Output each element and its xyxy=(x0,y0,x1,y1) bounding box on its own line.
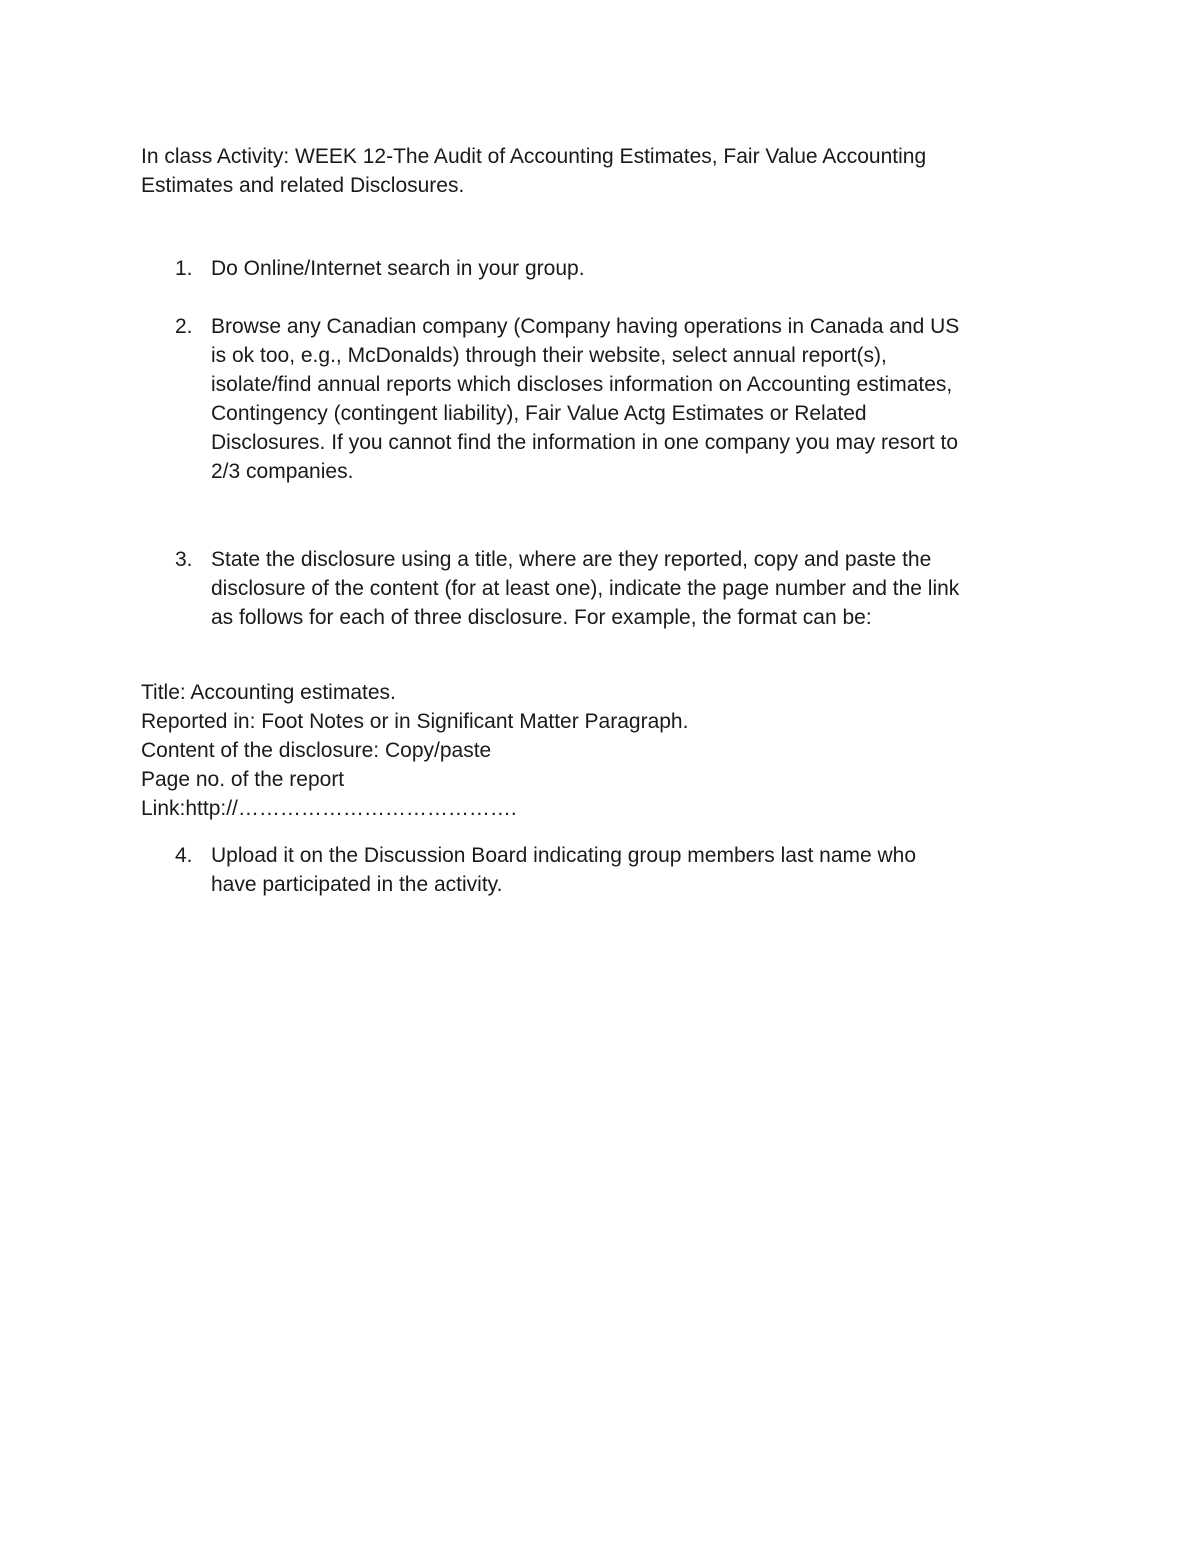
format-link-line: Link:http://…………………………………. xyxy=(141,797,517,820)
list-item-line: disclosure of the content (for at least one), indicate the page number and the link xyxy=(211,577,960,600)
list-item-text xyxy=(211,841,1075,899)
list-item-3 xyxy=(175,545,1075,632)
list-item-line: Contingency (contingent liability), Fair Value Actg Estimates or Related xyxy=(211,402,867,425)
list-item-number: 4. xyxy=(175,844,193,867)
list-item-2 xyxy=(175,312,1075,486)
list-item-line: 2/3 companies. xyxy=(211,460,354,483)
list-item-number: 1. xyxy=(175,257,193,280)
disclosure-format-example xyxy=(141,678,1041,823)
list-item-text xyxy=(211,545,1075,632)
heading-line-1: In class Activity: WEEK 12-The Audit of Accounting Estimates, Fair Value Accounting xyxy=(141,145,927,168)
list-item-text xyxy=(211,312,1075,486)
format-reported-line: Reported in: Foot Notes or in Significant Matter Paragraph. xyxy=(141,710,689,733)
list-item-line: as follows for each of three disclosure. For example, the format can be: xyxy=(211,606,872,629)
list-item-1 xyxy=(175,254,1075,283)
activity-heading xyxy=(141,142,1061,200)
list-item-line: have participated in the activity. xyxy=(211,873,503,896)
list-item-line: State the disclosure using a title, where are they reported, copy and paste the xyxy=(211,548,932,571)
format-content-line: Content of the disclosure: Copy/paste xyxy=(141,739,492,762)
heading-line-2: Estimates and related Disclosures. xyxy=(141,174,465,197)
format-title-line: Title: Accounting estimates. xyxy=(141,681,396,704)
list-item-line: Upload it on the Discussion Board indicating group members last name who xyxy=(211,844,917,867)
list-item-line: Do Online/Internet search in your group. xyxy=(211,257,585,280)
format-page-line: Page no. of the report xyxy=(141,768,345,791)
list-item-number: 3. xyxy=(175,548,193,571)
list-item-4 xyxy=(175,841,1075,899)
list-item-text xyxy=(211,254,1075,283)
list-item-line: Browse any Canadian company (Company having operations in Canada and US xyxy=(211,315,960,338)
list-item-line: Disclosures. If you cannot find the information in one company you may resort to xyxy=(211,431,959,454)
list-item-number: 2. xyxy=(175,315,193,338)
list-item-line: is ok too, e.g., McDonalds) through their website, select annual report(s), xyxy=(211,344,887,367)
list-item-line: isolate/find annual reports which discloses information on Accounting estimates, xyxy=(211,373,953,396)
